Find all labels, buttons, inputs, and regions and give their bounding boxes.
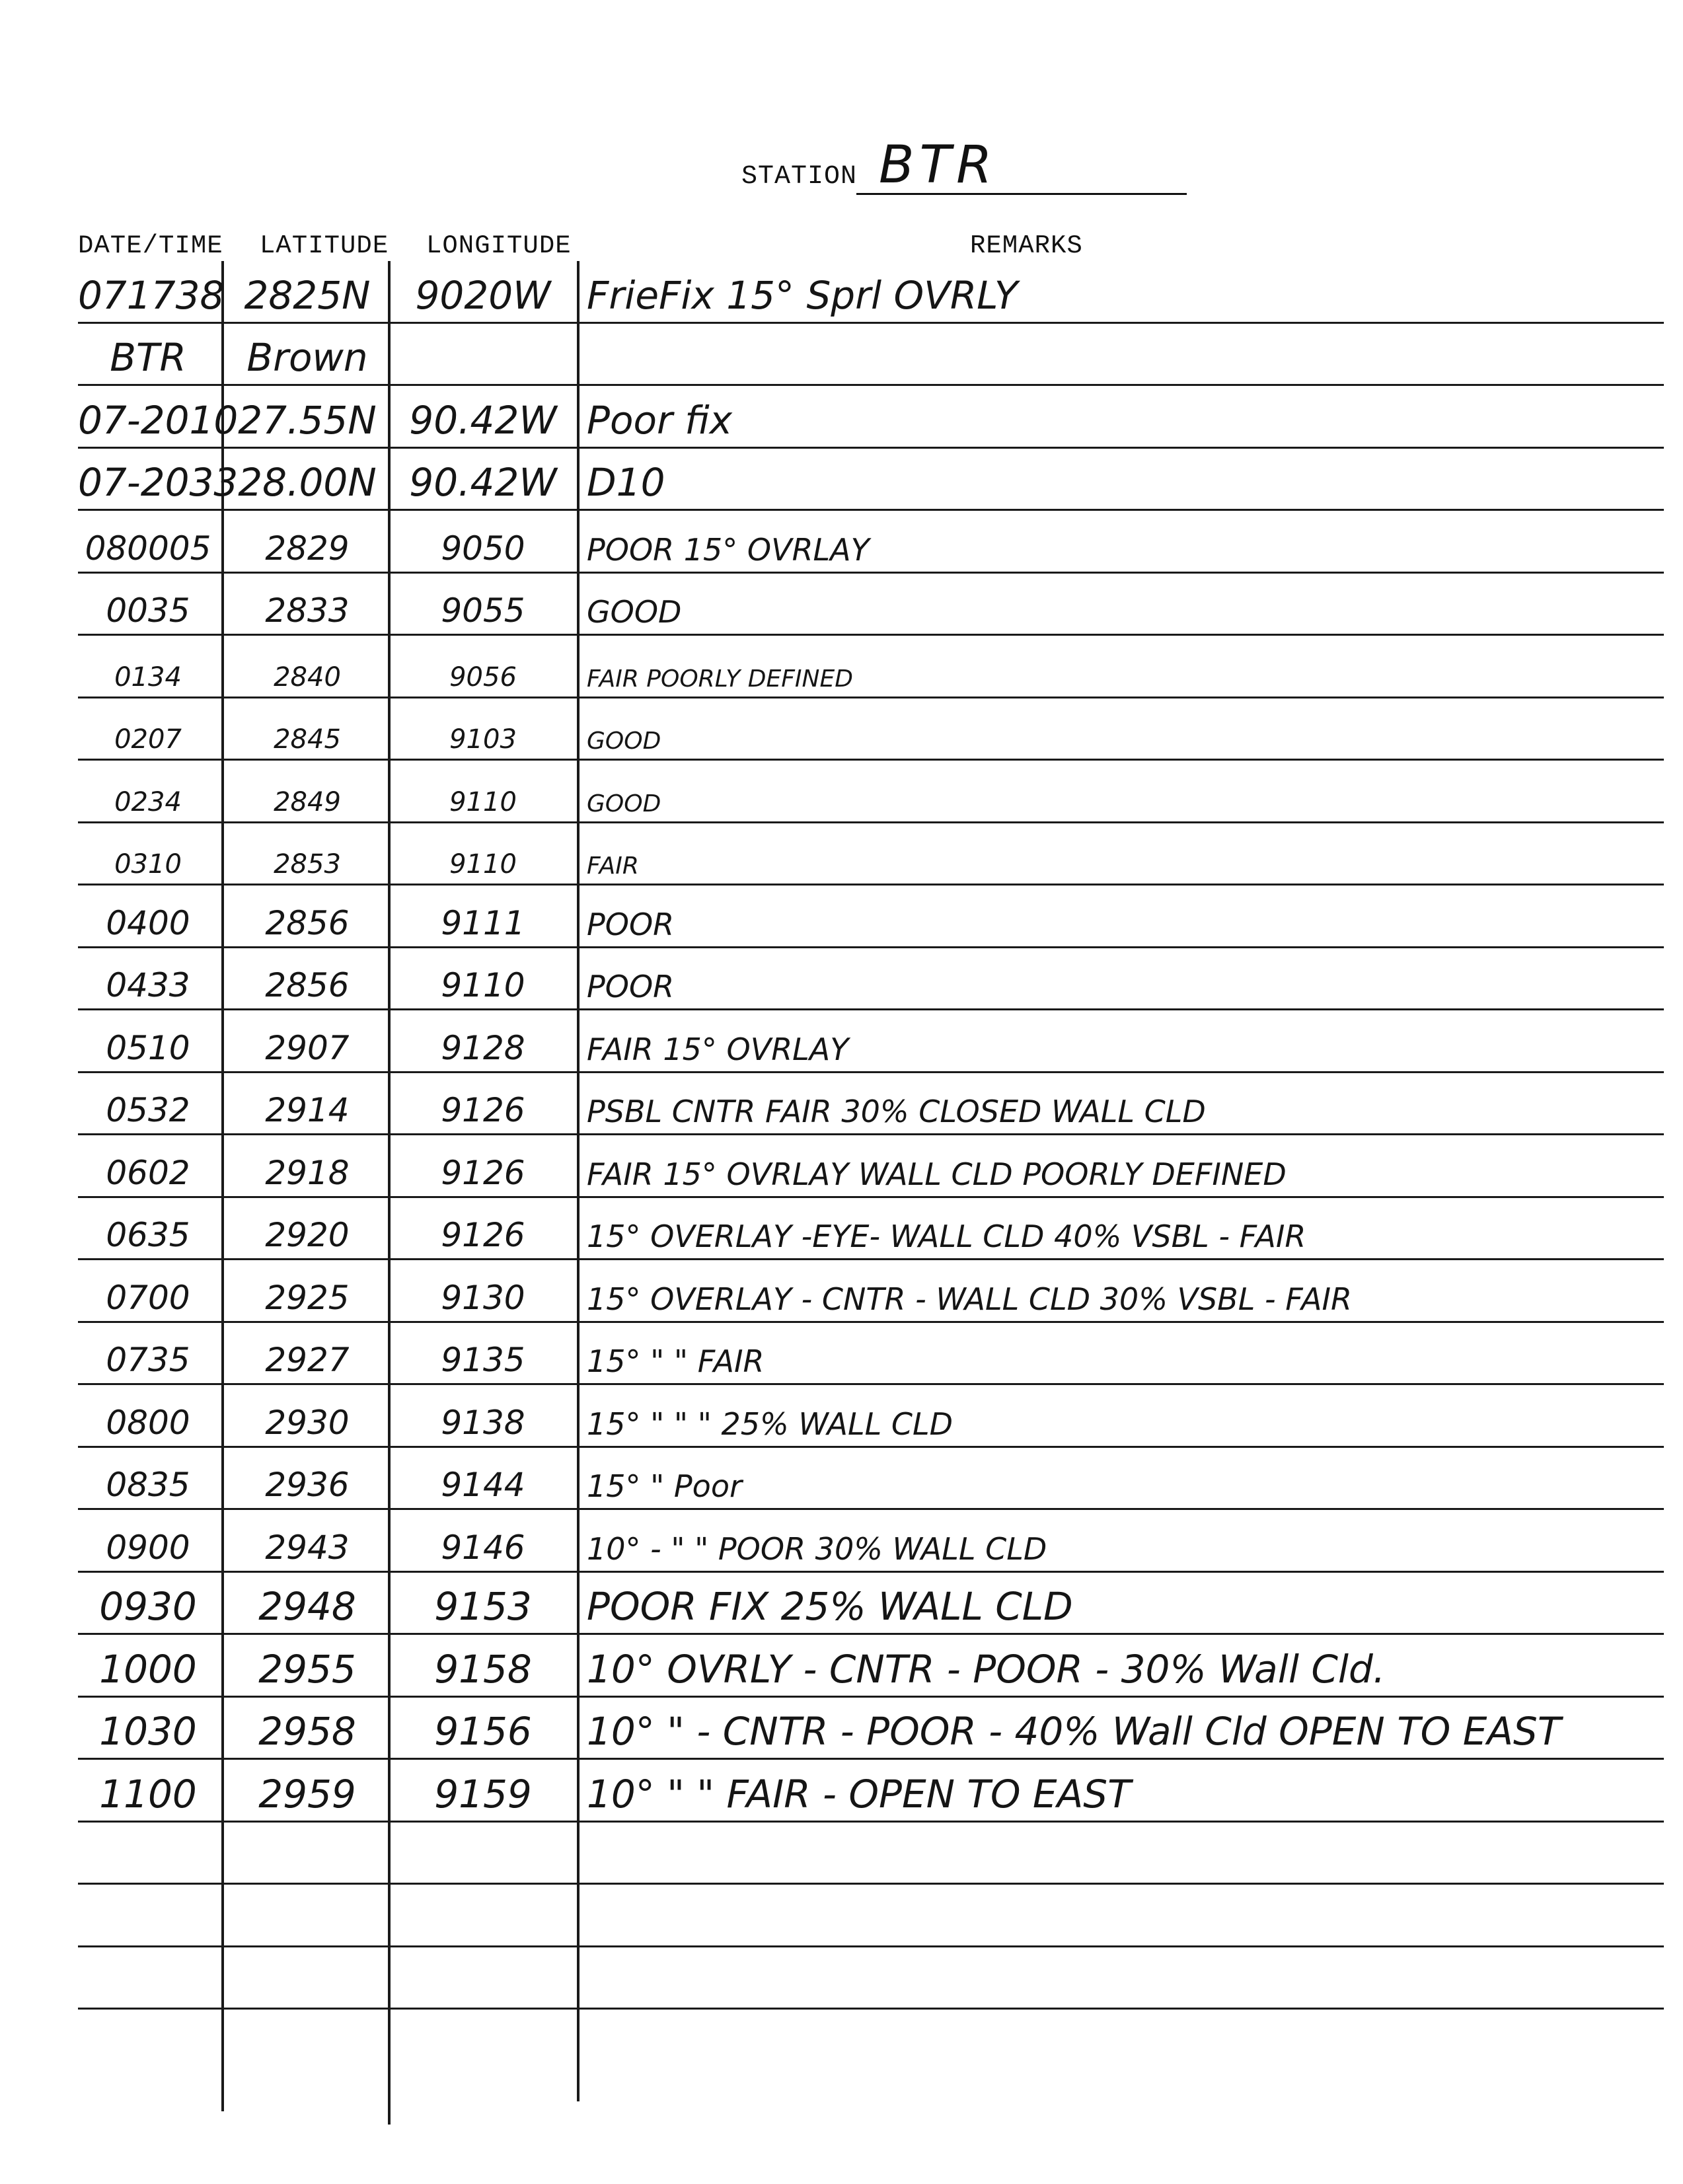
table-row	[78, 574, 1664, 636]
latitude-cell: 2925	[265, 1278, 350, 1317]
table-row	[78, 1760, 1664, 1823]
table-row	[78, 1073, 1664, 1136]
datetime-cell: 0510	[106, 1028, 190, 1067]
longitude-cell: 9130	[441, 1278, 525, 1317]
latitude-cell: 2849	[274, 786, 341, 817]
longitude-cell: 9103	[449, 724, 517, 755]
table-row	[78, 1510, 1664, 1573]
latitude-cell: 2918	[265, 1153, 350, 1192]
table-row	[78, 823, 1664, 886]
table-row	[78, 1260, 1664, 1323]
datetime-cell: 1030	[99, 1709, 197, 1754]
longitude-cell: 9126	[441, 1091, 525, 1129]
datetime-cell: 07-2010	[78, 397, 239, 443]
latitude-cell: 2853	[274, 849, 341, 880]
datetime-cell: 0207	[114, 724, 182, 755]
latitude-cell: 2840	[274, 661, 341, 693]
latitude-cell: 2914	[265, 1091, 350, 1129]
remarks-cell: FAIR 15° OVRLAY	[587, 1031, 849, 1067]
longitude-cell: 9110	[449, 849, 517, 880]
remarks-cell: FAIR 15° OVRLAY WALL CLD POORLY DEFINED	[587, 1156, 1287, 1192]
longitude-cell: 9020W	[415, 272, 551, 318]
remarks-cell: GOOD	[587, 728, 661, 755]
longitude-cell: 9153	[434, 1584, 532, 1629]
remarks-cell: PSBL CNTR FAIR 30% CLOSED WALL CLD	[587, 1094, 1206, 1129]
longitude-cell: 9138	[441, 1403, 525, 1442]
remarks-cell: POOR	[587, 906, 675, 942]
table-row	[78, 511, 1664, 574]
longitude-cell: 90.42W	[409, 397, 557, 443]
datetime-cell: 0900	[106, 1528, 190, 1567]
datetime-cell: 0433	[106, 966, 190, 1004]
longitude-cell: 9055	[441, 591, 525, 630]
table-row	[78, 449, 1664, 511]
datetime-cell: 0602	[106, 1153, 190, 1192]
longitude-cell: 9158	[434, 1646, 532, 1692]
latitude-cell: 2856	[265, 966, 350, 1004]
table-row	[78, 1635, 1664, 1698]
latitude-cell: 2948	[258, 1584, 356, 1629]
longitude-cell: 9111	[441, 903, 525, 942]
table-row	[78, 885, 1664, 948]
header-latitude: LATITUDE	[260, 231, 389, 260]
latitude-cell: 2927	[265, 1341, 350, 1379]
datetime-cell: 080005	[85, 529, 211, 568]
table-row	[78, 1323, 1664, 1386]
table-row	[78, 948, 1664, 1011]
remarks-cell: 10° " - CNTR - POOR - 40% Wall Cld OPEN TO EAST	[587, 1709, 1561, 1754]
table-row	[78, 1698, 1664, 1760]
table-row	[78, 636, 1664, 698]
remarks-cell: POOR 15° OVRLAY	[587, 531, 870, 568]
longitude-cell: 9159	[434, 1771, 532, 1817]
latitude-cell: 2829	[265, 529, 350, 568]
longitude-cell: 9110	[449, 786, 517, 817]
longitude-cell: 9056	[449, 661, 517, 693]
table-row	[78, 1823, 1664, 1885]
remarks-cell: GOOD	[587, 790, 661, 817]
latitude-cell: 2955	[258, 1646, 356, 1692]
datetime-cell: 0635	[106, 1216, 190, 1254]
datetime-cell: 0532	[106, 1091, 190, 1129]
remarks-cell: FrieFix 15° Sprl OVRLY	[587, 272, 1018, 318]
table-row	[78, 1885, 1664, 1947]
datetime-cell: 0835	[106, 1466, 190, 1504]
station-value: BTR	[879, 135, 998, 195]
latitude-cell: 27.55N	[238, 397, 377, 443]
log-table	[78, 261, 1664, 2010]
station-underline	[856, 193, 1187, 195]
header-longitude: LONGITUDE	[426, 231, 572, 260]
remarks-cell: D10	[587, 460, 665, 505]
station-label: STATION	[741, 162, 858, 192]
longitude-cell: 9110	[441, 966, 525, 1004]
longitude-cell: 9128	[441, 1028, 525, 1067]
table-row	[78, 761, 1664, 823]
datetime-cell: 071738	[78, 272, 225, 318]
datetime-cell: 07-2033	[78, 460, 239, 505]
latitude-cell: 2845	[274, 724, 341, 755]
latitude-cell: 2958	[258, 1709, 356, 1754]
longitude-cell: 9126	[441, 1216, 525, 1254]
table-row	[78, 1573, 1664, 1636]
datetime-cell: 0930	[99, 1584, 197, 1629]
table-row	[78, 1947, 1664, 2010]
latitude-cell: 2920	[265, 1216, 350, 1254]
remarks-cell: 10° OVRLY - CNTR - POOR - 30% Wall Cld.	[587, 1646, 1386, 1692]
header-remarks: REMARKS	[970, 231, 1083, 260]
latitude-cell: 2856	[265, 903, 350, 942]
datetime-cell: 1100	[99, 1771, 197, 1817]
datetime-cell: BTR	[110, 335, 186, 380]
table-row	[78, 1385, 1664, 1448]
longitude-cell: 9144	[441, 1466, 525, 1504]
longitude-cell: 9156	[434, 1709, 532, 1754]
latitude-cell: 2959	[258, 1771, 356, 1817]
latitude-cell: 2825N	[244, 272, 371, 318]
remarks-cell: 10° " " FAIR - OPEN TO EAST	[587, 1771, 1131, 1817]
table-row	[78, 1198, 1664, 1261]
remarks-cell: 15° " " " 25% WALL CLD	[587, 1406, 954, 1442]
datetime-cell: 0234	[114, 786, 182, 817]
remarks-cell: FAIR	[587, 852, 639, 880]
latitude-cell: 2907	[265, 1028, 350, 1067]
datetime-cell: 0035	[106, 591, 190, 630]
table-row	[78, 324, 1664, 387]
datetime-cell: 0700	[106, 1278, 190, 1317]
remarks-cell: 10° - " " POOR 30% WALL CLD	[587, 1530, 1047, 1567]
datetime-cell: 0400	[106, 903, 190, 942]
remarks-cell: GOOD	[587, 594, 682, 630]
longitude-cell: 9135	[441, 1341, 525, 1379]
remarks-cell: 15° " Poor	[587, 1468, 742, 1504]
datetime-cell: 0310	[114, 849, 182, 880]
table-row	[78, 261, 1664, 324]
remarks-cell: 15° OVERLAY -EYE- WALL CLD 40% VSBL - FAIR	[587, 1219, 1306, 1254]
remarks-cell: 15° OVERLAY - CNTR - WALL CLD 30% VSBL - FAIR	[587, 1281, 1352, 1317]
datetime-cell: 0134	[114, 661, 182, 693]
remarks-cell: Poor fix	[587, 397, 733, 443]
remarks-cell: POOR	[587, 969, 675, 1004]
remarks-cell: POOR FIX 25% WALL CLD	[587, 1584, 1073, 1629]
latitude-cell: Brown	[246, 335, 368, 380]
latitude-cell: 2833	[265, 591, 350, 630]
header-datetime: DATE/TIME	[78, 231, 223, 260]
table-row	[78, 1448, 1664, 1511]
longitude-cell: 9126	[441, 1153, 525, 1192]
table-row	[78, 698, 1664, 761]
latitude-cell: 2943	[265, 1528, 350, 1567]
datetime-cell: 0735	[106, 1341, 190, 1379]
remarks-cell: 15° " " FAIR	[587, 1343, 765, 1379]
table-row	[78, 386, 1664, 449]
latitude-cell: 2936	[265, 1466, 350, 1504]
latitude-cell: 2930	[265, 1403, 350, 1442]
longitude-cell: 90.42W	[409, 460, 557, 505]
longitude-cell: 9050	[441, 529, 525, 568]
latitude-cell: 28.00N	[238, 460, 377, 505]
datetime-cell: 1000	[99, 1646, 197, 1692]
table-row	[78, 1010, 1664, 1073]
table-row	[78, 1135, 1664, 1198]
remarks-cell: FAIR POORLY DEFINED	[587, 665, 853, 693]
longitude-cell: 9146	[441, 1528, 525, 1567]
datetime-cell: 0800	[106, 1403, 190, 1442]
